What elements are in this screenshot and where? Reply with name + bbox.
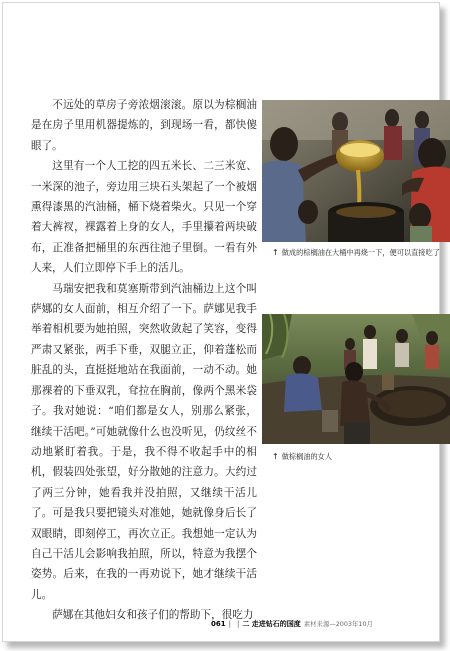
footer-separator: | <box>228 620 231 628</box>
page-footer <box>211 618 441 630</box>
paragraph-1: 不远处的草房子旁浓烟滚滚。原以为棕榈油是在房子里用机器提炼的，到现场一看，都快傻眼了。 <box>31 99 257 152</box>
section-title: 二 走进钻石的国度 <box>242 620 301 628</box>
photo-pouring-oil <box>262 100 450 242</box>
book-page <box>2 2 440 642</box>
paragraph-2: 这里有一个人工挖的四五米长、二三米宽、一米深的池子，旁边用三块石头架起了一个被烟熏得漆黑的汽油桶，桶下烧着柴火。只见一个穿着大裤衩，裸露着上身的女人，手里攥着两块破布，正准备把桶里的东西往池子里倒。一看有外人来，人们立即停下手上的活儿。 <box>31 160 257 275</box>
photo-pouring-oil-image <box>262 100 450 242</box>
publisher-note: 素材来源—2003年10月 <box>303 620 373 628</box>
body-text <box>31 95 257 626</box>
photo-caption-2 <box>272 451 444 463</box>
caption-2-text: 做棕榈油的女人 <box>281 452 333 461</box>
caption-arrow-icon: ↑ <box>272 248 279 257</box>
page-number: 061 <box>211 620 226 628</box>
caption-1-text: 做成的棕榈油在大桶中再烧一下，便可以直接吃了 <box>281 248 440 257</box>
paragraph-4: 萨娜在其他妇女和孩子们的帮助下，很吃力 <box>52 609 254 622</box>
paragraph-3: 马瑞安把我和莫塞斯带到汽油桶边上这个叫萨娜的女人面前，相互介绍了一下。萨娜见我手举着相机要为她拍照，突然收敛起了笑容，变得严肃又紧张，两手下垂，双腿立正，仰着蓬松而脏乱的头，直挺挺地站在我面前，一动不动。她那裸着的下垂双乳，耷拉在胸前，像两个黑米袋子。我对她说：“咱们都是女人，别那么紧张，继续干活吧。”可她就像什么也没听见，仍纹丝不动地紧盯着我。于是，我不得不收起手中的相机，假装四处张望，好分散她的注意力。大约过了两三分钟，她看我并没拍照，又继续干活儿了。可是我只要把镜头对准她，她就像身后长了双眼睛，即刻停工，再次立正。我想她一定认为自己干活儿会影响我拍照，所以，特意为我摆个姿势。后来，在我的一再劝说下，她才继续干活儿。 <box>31 282 257 601</box>
photo-palm-oil-women-image <box>262 314 450 444</box>
footer-separator-2: | <box>236 620 240 628</box>
photo-palm-oil-women <box>262 314 450 444</box>
photo-caption-1 <box>272 247 444 259</box>
caption-arrow-icon: ↑ <box>272 452 279 461</box>
